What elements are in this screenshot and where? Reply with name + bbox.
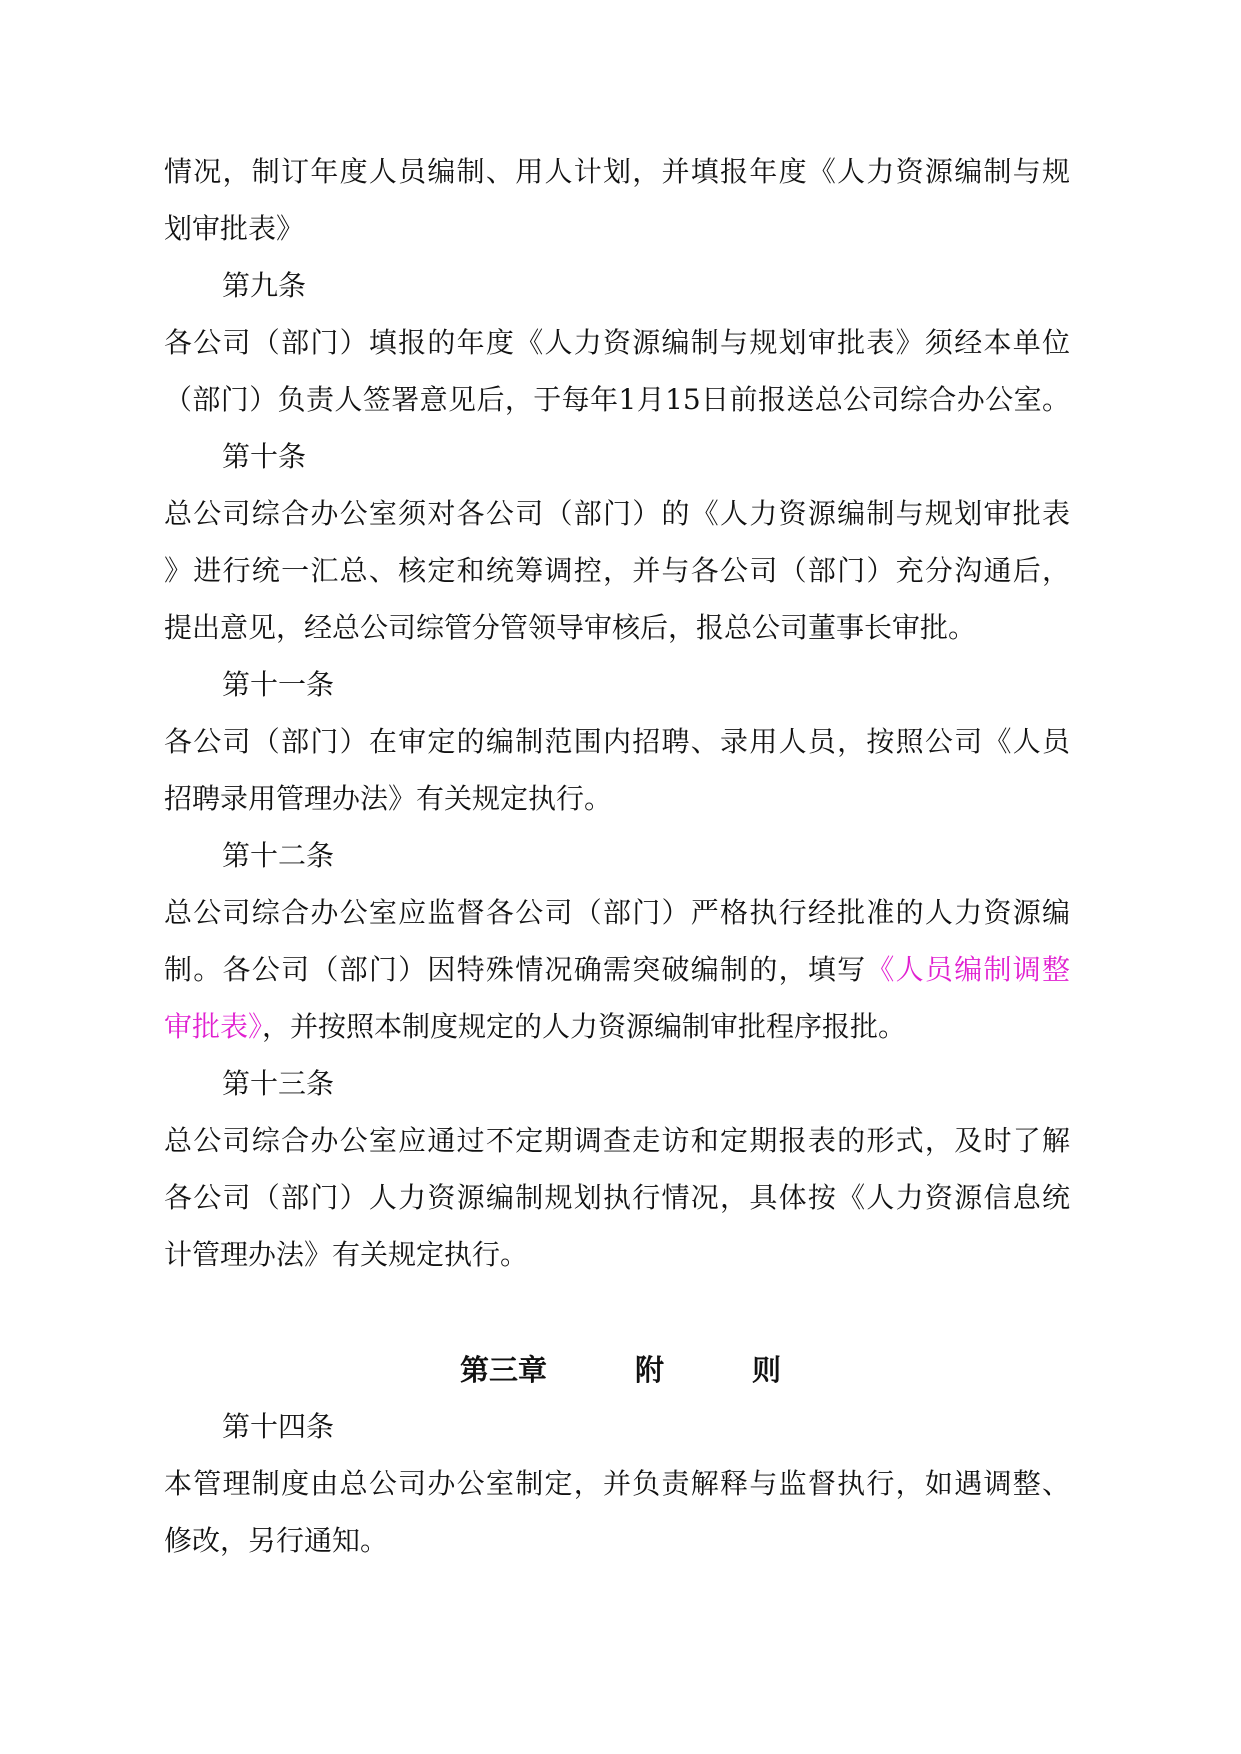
paragraph-line: 修改，另行通知。 xyxy=(164,1524,389,1557)
paragraph-line xyxy=(164,1007,1070,1047)
chapter-heading xyxy=(0,1350,1241,1390)
paragraph-line: 总公司综合办公室应监督各公司（部门）严格执行经批准的人力资源编 xyxy=(164,896,1070,929)
article-title: 第十四条 xyxy=(222,1410,335,1443)
paragraph-line: 划审批表》 xyxy=(164,212,305,245)
paragraph-line: 》进行统一汇总、核定和统筹调控，并与各公司（部门）充分沟通后， xyxy=(164,554,1070,587)
paragraph-line: 情况，制订年度人员编制、用人计划，并填报年度《人力资源编制与规 xyxy=(164,155,1070,188)
chapter-number: 第三章 xyxy=(459,1353,547,1387)
paragraph-line: 各公司（部门）人力资源编制规划执行情况，具体按《人力资源信息统 xyxy=(164,1181,1070,1214)
paragraph-line xyxy=(164,950,1070,990)
plain-text: 制。各公司（部门）因特殊情况确需突破编制的，填写 xyxy=(164,953,867,986)
article-title: 第十条 xyxy=(222,440,307,473)
chapter-title-char: 附 xyxy=(634,1353,664,1387)
paragraph-line: 各公司（部门）填报的年度《人力资源编制与规划审批表》须经本单位 xyxy=(164,326,1070,359)
article-title: 第十二条 xyxy=(222,839,335,872)
chapter-title-char: 则 xyxy=(752,1353,782,1387)
paragraph-line: 总公司综合办公室须对各公司（部门）的《人力资源编制与规划审批表 xyxy=(164,497,1070,530)
form-reference-link[interactable]: 审批表》 xyxy=(164,1010,263,1043)
article-title: 第九条 xyxy=(222,269,307,302)
paragraph-line: 总公司综合办公室应通过不定期调查走访和定期报表的形式，及时了解 xyxy=(164,1124,1070,1157)
paragraph-line: 提出意见，经总公司综管分管领导审核后，报总公司董事长审批。 xyxy=(164,611,977,644)
paragraph-line: （部门）负责人签署意见后，于每年1月15日前报送总公司综合办公室。 xyxy=(164,383,1070,416)
form-reference-link[interactable]: 《人员编制调整 xyxy=(866,953,1070,986)
paragraph-line: 本管理制度由总公司办公室制定，并负责解释与监督执行，如遇调整、 xyxy=(164,1467,1070,1500)
paragraph-line: 各公司（部门）在审定的编制范围内招聘、录用人员，按照公司《人员 xyxy=(164,725,1070,758)
plain-text: ，并按照本制度规定的人力资源编制审批程序报批。 xyxy=(262,1010,907,1043)
paragraph-line: 招聘录用管理办法》有关规定执行。 xyxy=(164,782,613,815)
article-title: 第十一条 xyxy=(222,668,335,701)
paragraph-line: 计管理办法》有关规定执行。 xyxy=(164,1238,529,1271)
article-title: 第十三条 xyxy=(222,1067,335,1100)
